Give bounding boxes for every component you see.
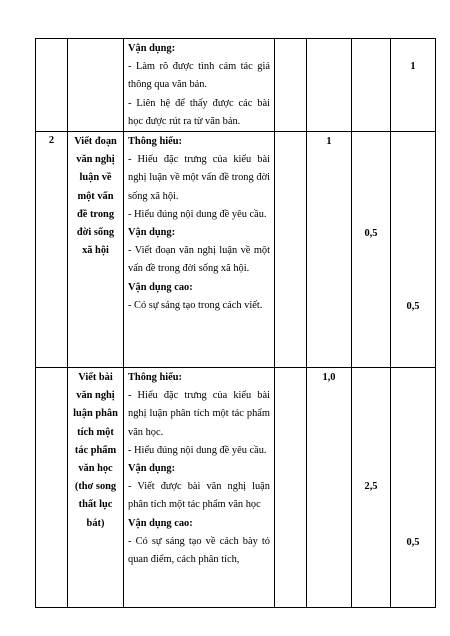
topic-cell <box>68 132 124 368</box>
level-heading: Vận dụng: <box>128 463 176 475</box>
content-text: - Có sự sáng tạo trong cách viết. <box>128 299 263 311</box>
topic-cell <box>68 368 124 608</box>
level-heading: Thông hiểu: <box>128 372 182 384</box>
score-cell <box>352 39 391 132</box>
content-cell <box>124 132 275 368</box>
score-value: 1 <box>410 61 416 72</box>
score-value: 2,5 <box>364 481 378 493</box>
content-text: - Làm rõ được tình cảm tác giả thông qua văn bản. <box>128 61 270 91</box>
score-value: 1,0 <box>322 372 336 384</box>
topic-cell <box>68 39 124 132</box>
score-value: 1 <box>326 136 332 148</box>
score-cell <box>391 368 436 608</box>
row-number-cell <box>36 39 68 132</box>
table-row <box>36 132 436 368</box>
content-text: - Hiểu đặc trưng của kiểu bài nghị luận phân tích một tác phẩm văn học. <box>128 390 270 438</box>
score-cell <box>391 132 436 368</box>
score-value: 0,5 <box>364 228 378 240</box>
level-heading: Vận dụng cao: <box>128 281 193 293</box>
topic-text: Viết bài văn nghị luận phân tích một tác phẩm văn học (thơ song thất lục bát) <box>73 372 118 529</box>
content-text: - Có sự sáng tạo về cách bày tỏ quan điểm, cách phân tích, <box>128 535 270 566</box>
content-text: - Hiểu đúng nội dung đề yêu cầu. <box>128 208 267 220</box>
level-heading: Vận dụng: <box>128 227 176 239</box>
table-row <box>36 39 436 132</box>
score-cell <box>275 132 307 368</box>
content-text: - Hiểu đặc trưng của kiểu bài nghị luận về một vấn đề trong đời sống xã hội. <box>128 154 270 202</box>
score-cell <box>307 368 352 608</box>
row-number-cell <box>36 368 68 608</box>
content-cell <box>124 39 275 132</box>
content-text: - Liên hệ để thấy được các bài học được rút ra từ văn bản. <box>128 97 270 127</box>
level-heading: Vận dụng cao: <box>128 517 193 529</box>
score-value: 0,5 <box>406 301 420 313</box>
content-text: - Hiểu đúng nội dung đề yêu cầu. <box>128 444 267 456</box>
score-cell <box>307 132 352 368</box>
table-row <box>36 368 436 608</box>
score-cell <box>307 39 352 132</box>
assessment-matrix-table <box>35 38 436 608</box>
score-cell <box>352 368 391 608</box>
level-heading: Thông hiểu: <box>128 136 182 148</box>
score-cell <box>275 368 307 608</box>
score-cell <box>275 39 307 132</box>
score-value: 0,5 <box>406 537 420 549</box>
row-number-cell: 2 <box>36 132 68 368</box>
topic-text: Viết đoạn văn nghị luận về một vấn đề trong đời sống xã hội <box>74 136 117 257</box>
content-cell <box>124 368 275 608</box>
content-text: - Viết đoạn văn nghị luận về một vấn đề trong đời sống xã hội. <box>128 245 270 275</box>
content-text: - Viết được bài văn nghị luận phân tích một tác phẩm văn học <box>128 481 270 511</box>
level-heading: Vận dụng: <box>128 43 176 54</box>
score-cell <box>391 39 436 132</box>
score-cell <box>352 132 391 368</box>
